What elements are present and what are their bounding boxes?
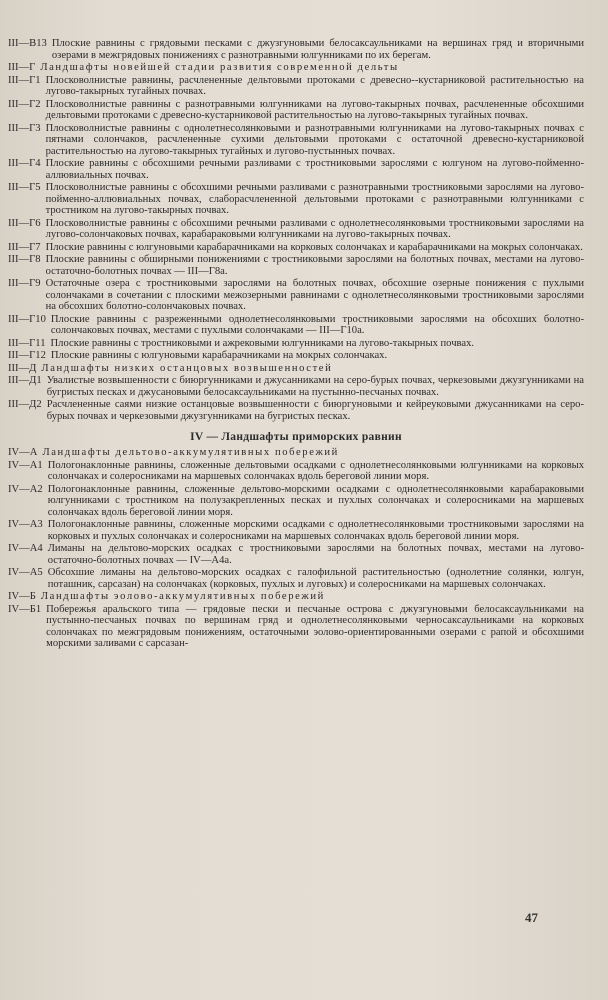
legend-entry bbox=[8, 254, 584, 277]
section-heading: IV — Ландшафты приморских равнин bbox=[190, 431, 402, 443]
page-number: 47 bbox=[525, 910, 538, 925]
legend-entry bbox=[8, 399, 584, 422]
legend-code: IV—А1 bbox=[8, 459, 43, 471]
legend-code: IV—Б1 bbox=[8, 603, 42, 615]
legend-text: Обсохшие лиманы на дельтово-морских осадках с галофильной растительностью (однолетние солянки, юлгун, поташник, сарсазан) на солончаках (корковых, пухлых и луговых) и солеросниками на маршевых солончаках. bbox=[47, 567, 584, 590]
legend-text: Плосковолнистые равнины с обсохшими речными разливами с разнотравными тростниковыми зарослями на лугово-пойменно-аллювиальных почвах, слаборасчлененной дельтовыми протоками с разнотравными юлгунниками с тростником на лугово-такырных почвах. bbox=[45, 182, 584, 216]
legend-code: III—Г11 bbox=[8, 337, 46, 349]
legend-entry bbox=[8, 543, 584, 566]
legend-code: III—Д2 bbox=[8, 399, 42, 410]
legend-entry bbox=[8, 75, 584, 98]
legend-group-heading bbox=[8, 363, 584, 375]
legend-entry bbox=[8, 519, 584, 542]
legend-text: Пологонаклонные равнины, сложенные дельтово-морскими осадками с однолетнесолянковыми карабараковыми юлгунниками с тростником на полузакрепленных песках и пухлых солончаках и солеросниками на маршевых солончаках вдоль береговой линии моря. bbox=[47, 483, 584, 518]
legend-code: III—Г bbox=[8, 62, 36, 73]
legend-text: Плоские равнины с юлгуновыми карабарачниками на мокрых солончаках. bbox=[50, 350, 388, 361]
legend-text: Расчлененные саями низкие останцовые возвышенности с биюргуновыми и кейреуковыми джусанниками на серо-бурых почвах и черкезовыми джузгунниками на бугристых песках. bbox=[46, 399, 584, 422]
legend-code: III—Г4 bbox=[8, 158, 41, 169]
legend-code: III—Г2 bbox=[8, 98, 41, 110]
legend-text: Ландшафты новейшей стадии развития современной дельты bbox=[40, 62, 399, 73]
legend-code: IV—А bbox=[8, 447, 38, 458]
legend-text: Плоские равнины с юлгуновыми карабарачниками на корковых солончаках и карабарачниками на мокрых солончаках. bbox=[45, 241, 583, 253]
legend-entry bbox=[8, 484, 584, 519]
legend-group-heading bbox=[8, 62, 584, 74]
legend-code: IV—А3 bbox=[8, 519, 43, 530]
legend-entry bbox=[8, 158, 584, 181]
legend-entry bbox=[8, 567, 584, 590]
legend-entry bbox=[8, 604, 584, 650]
legend-text: Плосковолнистые равнины с обсохшими речными разливами с однолетнесолянковыми тростниковыми зарослями на лугово-солончаковых почвах, карабараковыми юлгунниками на лугово-такырных почвах. bbox=[45, 217, 584, 240]
legend-code: III—Г5 bbox=[8, 182, 41, 193]
legend-text: Остаточные озера с тростниковыми зарослями на болотных почвах, обсохшие озерные понижения с пухлыми солончаками в сочетании с плоскими межозерными равнинами с однолетнесолянковыми тростниковыми зарослями на обсохших болотно-солончаковых почвах. bbox=[45, 278, 584, 312]
legend-entry bbox=[8, 314, 584, 337]
legend-code: III—Г8 bbox=[8, 254, 41, 265]
legend-text: Плоские равнины с грядовыми песками с джузгуновыми белосаксаульниками на вершинах гряд и вторичными озерами в межгрядовых понижениях с разнотравными юлгунниками по их берегам. bbox=[51, 38, 584, 61]
legend-code: III—Г7 bbox=[8, 241, 41, 253]
legend-text: Плосковолнистые равнины с разнотравными юлгунниками на лугово-такырных почвах, расчлененные обсохшими дельтовыми протоками с древесно-кустарниковой растительностью на лугово-такырных тугайных почвах. bbox=[45, 98, 584, 121]
legend-list-section-iii bbox=[8, 38, 584, 422]
legend-code: III—Г10 bbox=[8, 313, 46, 325]
legend-code: III—Г12 bbox=[8, 350, 46, 361]
legend-entry bbox=[8, 218, 584, 241]
legend-text: Пологонаклонные равнины, сложенные морскими осадками с однолетнесолянковыми тростниковыми зарослями на корковых и пухлых солончаках и солеросниками на маршевых солончаках вдоль береговой линии моря. bbox=[47, 519, 584, 542]
legend-text: Плоские равнины с тростниковыми и ажрековыми юлгунниками на лугово-такырных почвах. bbox=[50, 337, 475, 349]
legend-text: Увалистые возвышенности с биюргунниками и джусанниками на серо-бурых почвах, черкезовыми джузгунниками на бугристых песках и джусановыми белосаксаульниками на пустынно-песчаных почвах. bbox=[46, 375, 584, 398]
legend-code: III—Г9 bbox=[8, 278, 41, 289]
legend-code: III—Г3 bbox=[8, 122, 41, 134]
legend-entry bbox=[8, 242, 584, 254]
legend-entry bbox=[8, 375, 584, 398]
legend-entry bbox=[8, 123, 584, 158]
legend-entry bbox=[8, 460, 584, 483]
legend-code: III—В13 bbox=[8, 38, 47, 49]
legend-code: III—Г1 bbox=[8, 74, 41, 86]
legend-entry bbox=[8, 350, 584, 362]
legend-text: Лиманы на дельтово-морских осадках с тростниковыми зарослями на болотных почвах, местами на лугово-остаточно-болотных почвах — IV—А4а. bbox=[47, 543, 584, 566]
legend-text: Ландшафты низких останцовых возвышенностей bbox=[41, 362, 333, 374]
legend-code: IV—А5 bbox=[8, 567, 43, 578]
legend-text: Плосковолнистые равнины с однолетнесолянковыми и разнотравными юлгунниками на лугово-такырных почвах с пятнами солончаков, расчлененные сухими дельтовыми протоками с остаточной древесно-кустарниковой растительностью на лугово-такырных тугайных и лугово-пустынных почвах. bbox=[45, 122, 584, 157]
legend-list-section-iv bbox=[8, 447, 584, 650]
legend-text: Ландшафты эолово-аккумулятивных побережий bbox=[40, 591, 325, 602]
legend-text: Плоские равнины с разреженными однолетнесолянковыми тростниковыми зарослями на обсохших болотно-солончаковых почвах, местами с пухлыми солончаками — III—Г10а. bbox=[50, 313, 584, 336]
legend-code: IV—Б bbox=[8, 591, 36, 602]
legend-text: Побережья аральского типа — грядовые пески и песчаные острова с джузгуновыми белосаксаульниками на пустынно-песчаных почвах по вершинам гряд и однолетнесолянковыми черносаксаульниками на корковых солончаках по межгрядовым понижениям, остаточными эолово-ориентированными озерами с рапой и обсохшими морскими заливами с сарсазан- bbox=[46, 603, 584, 649]
legend-code: III—Д1 bbox=[8, 375, 42, 386]
legend-code: III—Г6 bbox=[8, 217, 41, 229]
legend-entry bbox=[8, 278, 584, 313]
legend-text: Плосковолнистые равнины, расчлененные дельтовыми протоками с древесно--кустарниковой растительностью на лугово-такырных тугайных почвах. bbox=[45, 74, 584, 97]
legend-code: IV—А2 bbox=[8, 483, 43, 495]
legend-group-heading bbox=[8, 447, 584, 459]
legend-text: Плоские равнины с обсохшими речными разливами с тростниковыми зарослями с юлгуном на лугово-пойменно-аллювиальных почвах. bbox=[45, 158, 584, 181]
legend-text: Пологонаклонные равнины, сложенные дельтовыми осадками с однолетнесолянковыми юлгунниками на корковых солончаках и солеросниками на маршевых солончаках вдоль береговой линии моря. bbox=[47, 459, 584, 482]
legend-code: III—Д bbox=[8, 362, 37, 374]
legend-group-heading bbox=[8, 591, 584, 603]
legend-entry bbox=[8, 182, 584, 217]
legend-entry bbox=[8, 99, 584, 122]
legend-entry bbox=[8, 38, 584, 61]
legend-code: IV—А4 bbox=[8, 543, 43, 554]
legend-entry bbox=[8, 338, 584, 350]
legend-text: Ландшафты дельтово-аккумулятивных побережий bbox=[42, 447, 339, 458]
legend-text: Плоские равнины с обширными понижениями с тростниковыми зарослями на болотных почвах, местами на лугово-остаточно-болотных почвах — III—Г8а. bbox=[45, 254, 584, 277]
